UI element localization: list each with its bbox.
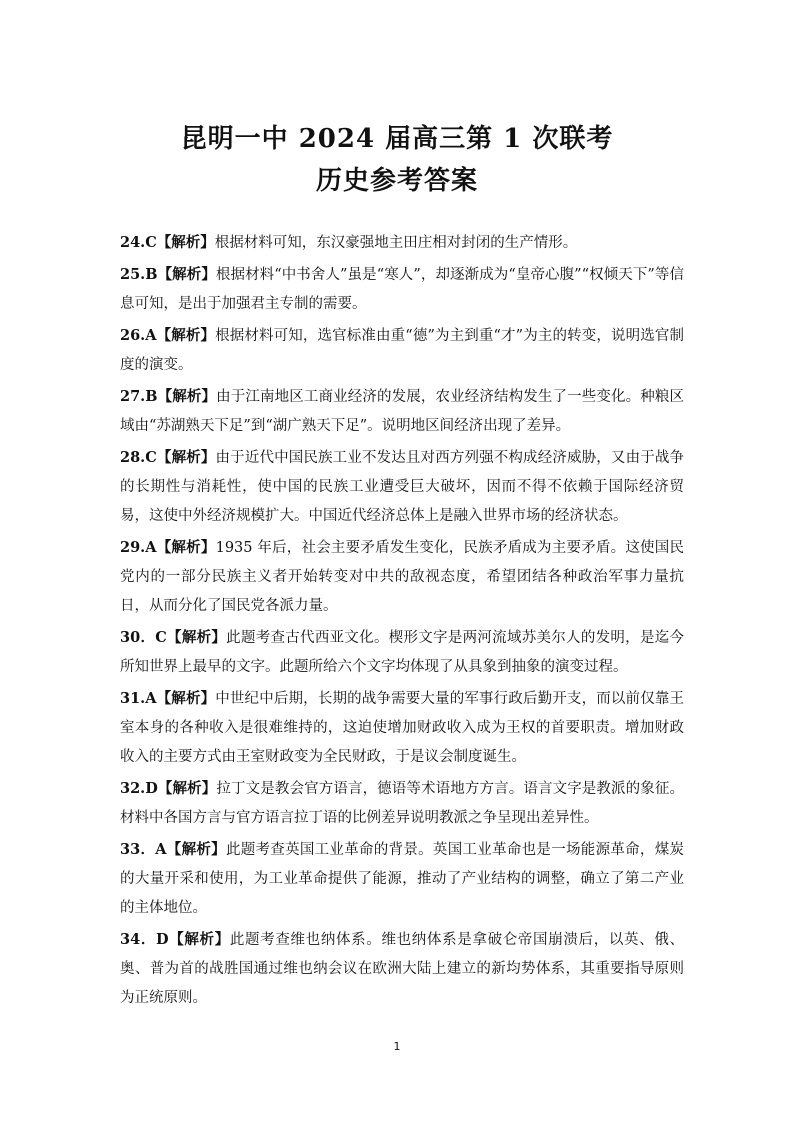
document-subtitle: 历史参考答案 [315, 166, 478, 196]
document-title: 昆明一中 2024 届高三第 1 次联考 [180, 124, 614, 154]
answer-item-31 [120, 684, 684, 772]
answer-item-34 [120, 925, 684, 1013]
answer-item-25 [120, 260, 684, 319]
answer-explanation: 根据材料可知，东汉豪强地主田庄相对封闭的生产情形。 [214, 235, 578, 251]
analysis-tag: 【解析】 [157, 388, 217, 405]
analysis-tag: 【解析】 [166, 841, 226, 858]
answer-explanation: 由于近代中国民族工业不发达且对西方列强不构成经济威胁，又由于战争的长期性与消耗性，使中国的民族工业遭受巨大破坏，因而不得不依赖于国际经济贸易，这使中外经济规模扩大。中国近代经济总体上是融入世界市场的经济状态。 [120, 450, 685, 524]
answer-item-29 [120, 533, 684, 621]
answer-label: 28.C [120, 449, 157, 466]
answer-label: 24.C [120, 234, 157, 251]
answer-explanation: 1935 年后，社会主要矛盾发生变化，民族矛盾成为主要矛盾。这使国民党内的一部分民族主义者开始转变对中共的敌视态度，希望团结各种政治军事力量抗日，从而分化了国民党各派力量。 [120, 540, 684, 614]
answer-explanation: 此题考查古代西亚文化。楔形文字是两河流域苏美尔人的发明，是迄今所知世界上最早的文字。此题所给六个文字均体现了从具象到抽象的演变过程。 [120, 630, 685, 675]
analysis-tag: 【解析】 [156, 690, 216, 707]
analysis-tag: 【解析】 [156, 449, 216, 466]
answer-item-27 [120, 382, 684, 441]
answer-item-30 [120, 623, 684, 682]
answer-label: 30．C [120, 629, 167, 646]
analysis-tag: 【解析】 [156, 539, 216, 556]
answer-label: 31.A [120, 690, 157, 707]
answer-explanation: 此题考查英国工业革命的背景。英国工业革命也是一场能源革命，煤炭的大量开采和使用，为工业革命提供了能源，推动了产业结构的调整，确立了第二产业的主体地位。 [120, 842, 684, 916]
answer-explanation: 此题考查维也纳体系。维也纳体系是拿破仑帝国崩溃后，以英、俄、奥、普为首的战胜国通过维也纳会议在欧洲大陆上建立的新均势体系，其重要指导原则为正统原则。 [120, 932, 684, 1006]
answer-label: 32.D [120, 780, 158, 797]
analysis-tag: 【解析】 [168, 931, 230, 948]
page-number: 1 [393, 1040, 401, 1053]
answer-explanation: 根据材料“中书舍人”虽是“寒人”，却逐渐成为“皇帝心腹”“权倾天下”等信息可知，是出于加强君主专制的需要。 [120, 267, 684, 312]
answer-item-28 [120, 443, 684, 531]
analysis-tag: 【解析】 [166, 629, 227, 646]
answer-label: 29.A [120, 539, 157, 556]
answer-explanation: 由于江南地区工商业经济的发展，农业经济结构发生了一些变化。种粮区域由“苏湖熟天下足”到“湖广熟天下足”。说明地区间经济出现了差异。 [120, 389, 685, 434]
analysis-tag: 【解析】 [156, 234, 215, 251]
answer-item-26 [120, 321, 684, 380]
answer-label: 33．A [120, 841, 167, 858]
answer-item-32 [120, 774, 684, 833]
answer-label: 26.A [120, 327, 157, 344]
answer-label: 34．D [120, 931, 169, 948]
answer-list [120, 228, 684, 1015]
answer-explanation: 拉丁文是教会官方语言，德语等术语地方方言。语言文字是教派的象征。材料中各国方言与官方语言拉丁语的比例差异说明教派之争呈现出差异性。 [120, 781, 685, 826]
answer-explanation: 中世纪中后期，长期的战争需要大量的军事行政后勤开支，而以前仅靠王室本身的各种收入是很难维持的，这迫使增加财政收入成为王权的首要职责。增加财政收入的主要方式由王室财政变为全民财政，于是议会制度诞生。 [120, 691, 684, 765]
analysis-tag: 【解析】 [157, 780, 217, 797]
answer-explanation: 根据材料可知，选官标准由重“德”为主到重“才”为主的转变，说明选官制度的演变。 [120, 328, 684, 373]
answer-item-24 [120, 228, 684, 258]
answer-label: 27.B [120, 388, 158, 405]
analysis-tag: 【解析】 [157, 266, 216, 283]
answer-item-33 [120, 835, 684, 923]
answer-label: 25.B [120, 266, 158, 283]
analysis-tag: 【解析】 [156, 327, 216, 344]
